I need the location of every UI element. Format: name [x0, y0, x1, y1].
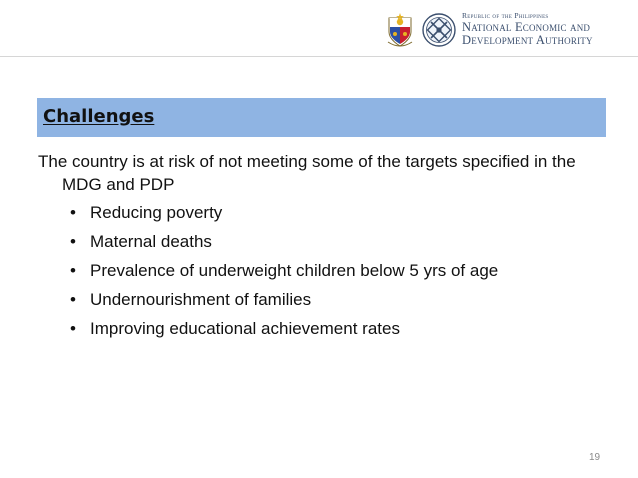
agency-name-line1: National Economic and	[462, 20, 591, 35]
list-item-text: Prevalence of underweight children below 5 yrs of age	[90, 261, 499, 280]
header-logos	[386, 10, 593, 50]
neda-seal-icon	[422, 13, 456, 47]
list-item-text: Maternal deaths	[90, 232, 212, 251]
bullet-icon: •	[70, 319, 76, 338]
header-divider	[0, 56, 638, 57]
list-item-text: Reducing poverty	[90, 203, 223, 222]
bullet-icon: •	[70, 203, 76, 222]
slide-title: Challenges	[43, 106, 155, 127]
list-item	[38, 317, 618, 340]
bullet-icon: •	[70, 290, 76, 309]
list-item	[38, 201, 618, 224]
challenge-list	[38, 201, 618, 340]
page-number: 19	[589, 452, 601, 463]
slide-body	[38, 150, 618, 346]
intro-paragraph: The country is at risk of not meeting some of the targets specified in the MDG and PDP	[38, 152, 576, 194]
agency-name-block	[462, 12, 593, 47]
list-item	[38, 259, 618, 282]
list-item-text: Undernourishment of families	[90, 290, 312, 309]
bullet-icon: •	[70, 261, 76, 280]
list-item-text: Improving educational achievement rates	[90, 319, 400, 338]
philippine-coat-of-arms-icon	[386, 12, 414, 48]
list-item	[38, 230, 618, 253]
republic-label: Republic of the Philippines	[462, 11, 549, 21]
bullet-icon: •	[70, 232, 76, 251]
agency-name-line2: Development Authority	[462, 33, 593, 48]
list-item	[38, 288, 618, 311]
title-bar	[37, 98, 606, 137]
